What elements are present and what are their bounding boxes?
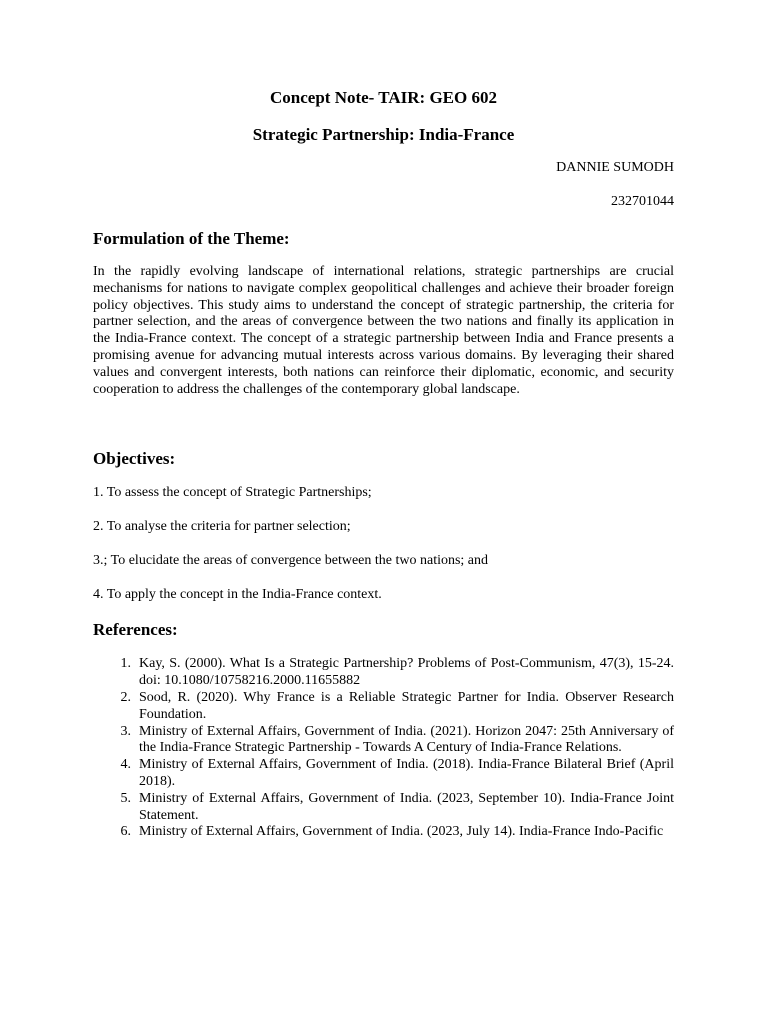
reference-number: 1. (120, 656, 131, 672)
objective-item: 1. To assess the concept of Strategic Partnerships; (93, 485, 372, 501)
references-list (93, 656, 674, 841)
reference-text: Sood, R. (2020). Why France is a Reliable Strategic Partner for India. Observer Research Foundation. (139, 689, 674, 722)
reference-number: 2. (120, 689, 131, 705)
reference-text: Ministry of External Affairs, Government of India. (2018). India-France Bilateral Brief (April 2018). (139, 757, 674, 789)
theme-heading: Formulation of the Theme: (93, 229, 290, 248)
reference-item (93, 791, 674, 825)
objectives-heading: Objectives: (93, 449, 176, 469)
reference-item (93, 656, 674, 690)
reference-number: 3. (120, 723, 131, 739)
references-section (93, 620, 674, 841)
author-name: DANNIE SUMODH (556, 160, 674, 175)
reference-number: 6. (120, 824, 131, 840)
reference-number: 5. (120, 790, 131, 806)
reference-text: Ministry of External Affairs, Government of India. (2021). Horizon 2047: 25th Anniversary of the India-France Strategic Partnership - Towards A Century of India-France Relations. (139, 723, 674, 756)
reference-item (93, 690, 674, 724)
document-subtitle: Strategic Partnership: India-France (252, 125, 515, 144)
document-title: Concept Note- TAIR: GEO 602 (270, 88, 497, 107)
reference-number: 4. (120, 757, 131, 773)
theme-paragraph: In the rapidly evolving landscape of international relations, strategic partnerships are crucial mechanisms for nations to navigate complex geopolitical challenges and achieve their broader foreign policy objectives. This study aims to understand the concept of strategic partnership, the criteria for partner selection, and the areas of convergence between the two nations and finally its application in the India-France context. The concept of a strategic partnership between India and France presents a promising avenue for advancing mutual interests across various domains. By leveraging their shared values and convergent interests, both nations can reinforce their diplomatic, economic, and security cooperation to address the challenges of the contemporary global landscape. (93, 264, 674, 397)
objective-item: 2. To analyse the criteria for partner selection; (93, 519, 351, 535)
reference-text: Kay, S. (2000). What Is a Strategic Partnership? Problems of Post-Communism, 47(3), 15-24. doi: 10.1080/10758216.2000.11655882 (139, 656, 674, 689)
objectives-section (93, 449, 674, 603)
theme-section (93, 229, 674, 398)
references-heading: References: (93, 620, 178, 640)
objective-item: 3.; To elucidate the areas of convergence between the two nations; and (93, 553, 489, 569)
reference-text: Ministry of External Affairs, Government of India. (2023, July 14). India-France Indo-Pacific (139, 824, 664, 840)
reference-text: Ministry of External Affairs, Government of India. (2023, September 10). India-France Joint Statement. (139, 790, 674, 823)
objectives-list (93, 484, 674, 603)
reference-item (93, 757, 674, 791)
objective-item: 4. To apply the concept in the India-France context. (93, 587, 382, 603)
reference-item (93, 824, 674, 841)
reference-item (93, 724, 674, 758)
roll-number: 232701044 (611, 194, 674, 209)
